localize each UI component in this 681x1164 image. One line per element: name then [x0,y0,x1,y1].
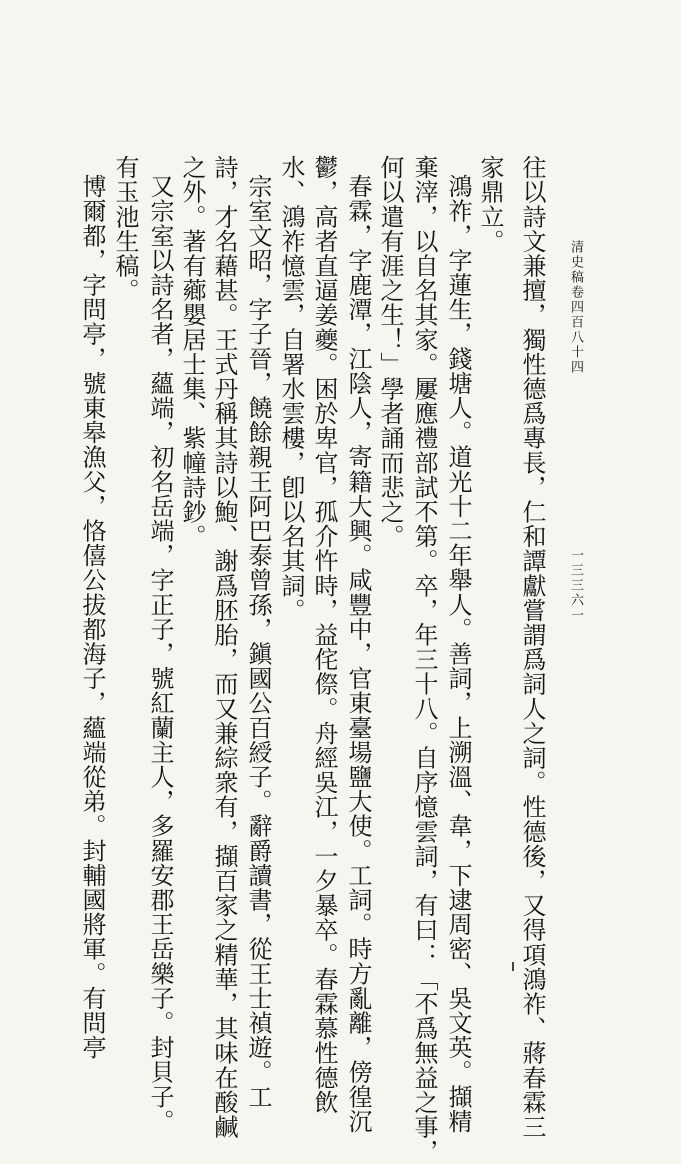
text-column-10: 詩，才名藉甚。王式丹稱其詩以鮑、謝爲胚胎，而又兼綜衆有，擷百家之精華，其味在酸鹹 [210,155,238,1139]
text-column-1: 往以詩文兼擅，獨性德爲專長，仁和譚獻嘗謂爲詞人之詞。性德後，又得項鴻祚、蔣春霖三 [518,155,546,1139]
text-column-14: 博爾都，字問亭，號東皋漁父，恪僖公拔都海子，蘊端從弟。封輔國將軍。有問亭 [78,174,106,1060]
text-column-8: 水、鴻祚憶雲，自署水雲樓，卽以名其詞。 [277,155,305,623]
ink-mark [512,962,514,971]
page-number: 一三三六一 [568,548,583,623]
text-column-7: 鬱，高者直逼姜夔。困於卑官，孤介忤時，益侘傺。舟經吳江，一夕暴卒。春霖慕性德飲 [310,155,338,1115]
text-column-13: 有玉池生稿。 [111,155,139,303]
text-column-6: 春霖，字鹿潭，江陰人，寄籍大興。咸豐中，官東臺場鹽大使。工詞。時方亂離，傍徨沉 [344,174,372,1134]
text-column-5: 何以遣有涯之生！」學者誦而悲之。 [376,155,404,549]
text-column-3: 鴻祚，字蓮生，錢塘人。道光十二年舉人。善詞，上溯溫、韋，下逮周密、吳文英。擷精 [444,174,472,1134]
text-column-2: 家鼎立。 [476,155,504,254]
text-column-12: 又宗室以詩名者，蘊端，初名岳端，字正子，號紅蘭主人，多羅安郡王岳樂子。封貝子。 [146,174,174,1134]
text-column-9: 宗室文昭，字子晉，饒餘親王阿巴泰曾孫，鎭國公百綬子。辭爵讀書，從王士禎遊。工 [244,174,272,1109]
text-column-11: 之外。著有薌嬰居士集、紫幢詩鈔。 [178,155,206,549]
text-column-4: 棄滓，以自名其家。屢應禮部試不第。卒，年三十八。自序憶雲詞，有曰：「不爲無益之事， [410,155,438,1164]
running-title: 清史稿卷四百八十四 [568,240,583,375]
